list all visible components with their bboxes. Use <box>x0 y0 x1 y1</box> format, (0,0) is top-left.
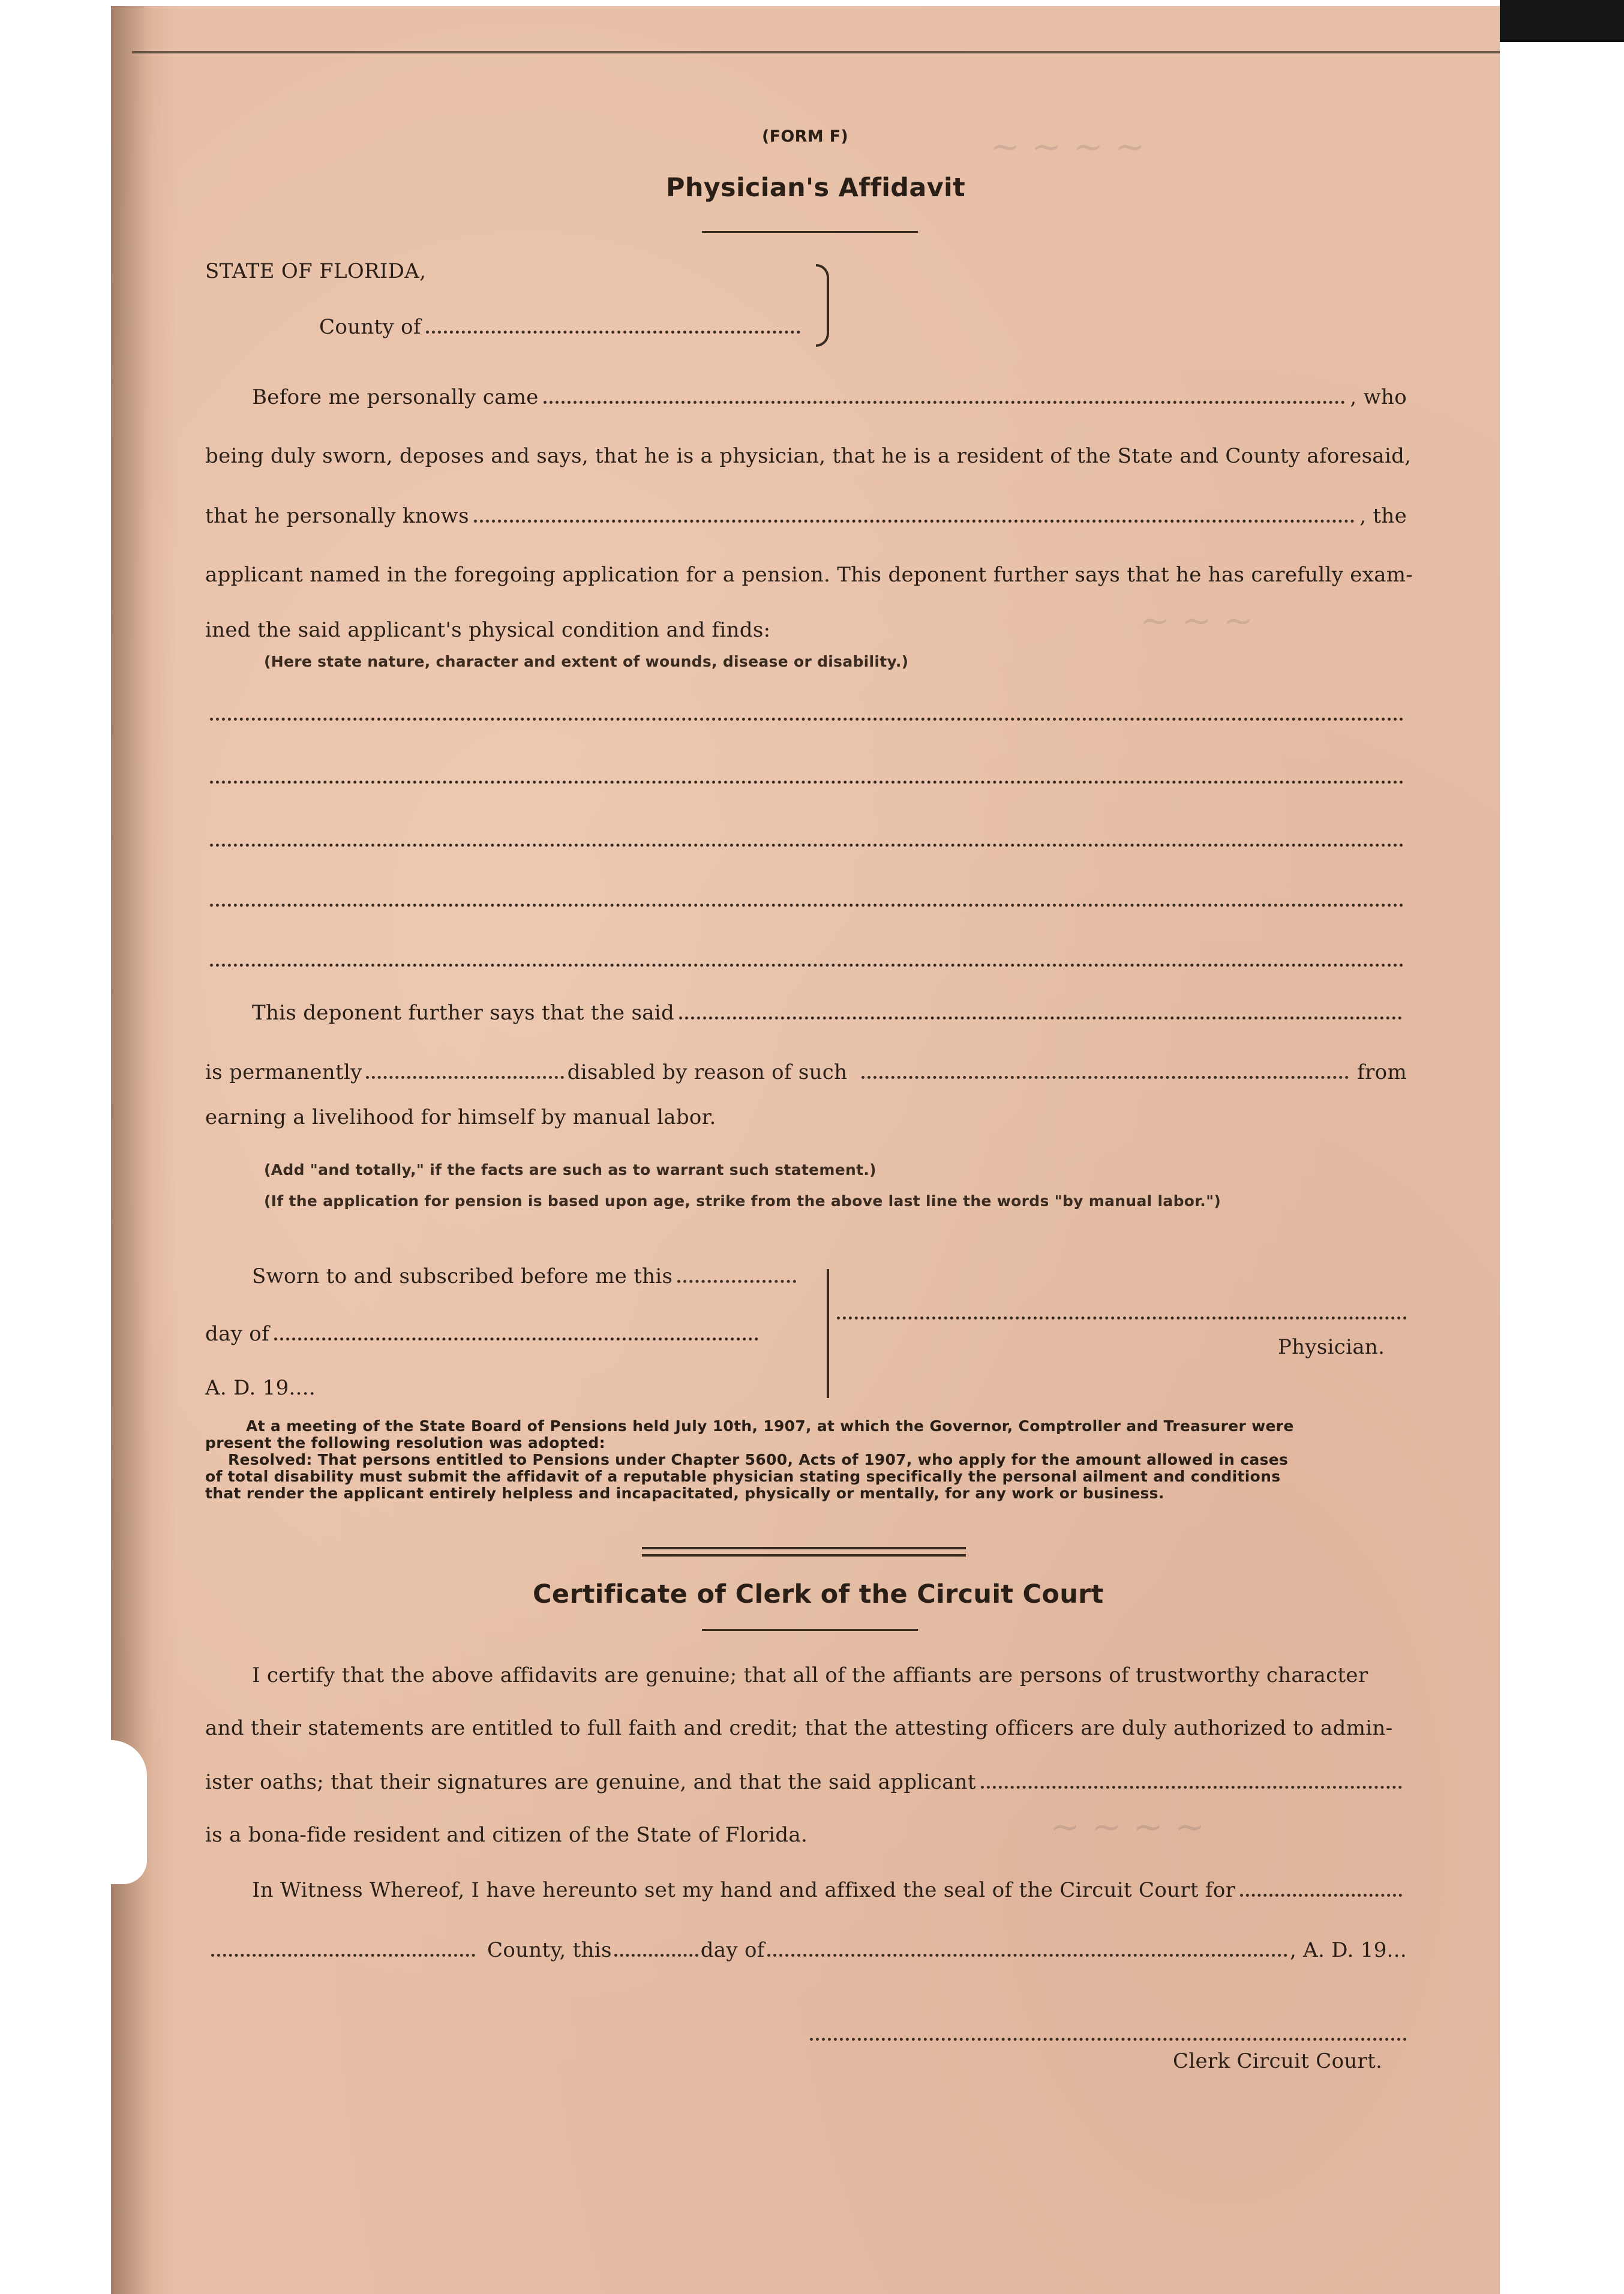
resolution-line-5: that render the applicant entirely helpless and incapacitated, physically or mentally, for any work or business. <box>205 1485 1164 1502</box>
day-of-2-text: day of <box>700 1938 765 1962</box>
bleed-through-handwriting: ~ ~ ~ ~ <box>990 126 1145 168</box>
findings-line-4[interactable] <box>210 900 1404 907</box>
day-of-text: day of <box>205 1322 269 1346</box>
clerk-signature-line[interactable] <box>810 2034 1407 2041</box>
resolution-line-2: present the following resolution was adopted: <box>205 1434 605 1452</box>
bleed-through-handwriting: ~ ~ ~ ~ <box>1050 1806 1205 1848</box>
being-sworn-line: being duly sworn, deposes and says, that he is a physician, that he is a resident of the State and County aforesaid, <box>205 444 1412 468</box>
ined-line: ined the said applicant's physical condition and finds: <box>205 618 771 642</box>
is-permanently-text: is permanently <box>205 1060 362 1084</box>
county-date-line[interactable] <box>205 1938 1407 1962</box>
ad-19-text: A. D. 19.... <box>205 1376 316 1400</box>
state-label: STATE OF FLORIDA, <box>205 259 427 283</box>
sworn-text: Sworn to and subscribed before me this <box>252 1264 673 1288</box>
form-label: (FORM F) <box>762 127 848 146</box>
note-add-totally: (Add "and totally," if the facts are such as to warrant such statement.) <box>264 1161 876 1179</box>
physician-label: Physician. <box>1278 1335 1385 1359</box>
cert-line-2: and their statements are entitled to full faith and credit; that the attesting officers are duly authorized to admin- <box>205 1716 1393 1740</box>
resolution-line-3: Resolved: That persons entitled to Pensions under Chapter 5600, Acts of 1907, who apply for the amount allowed in cases <box>228 1451 1289 1468</box>
certificate-title: Certificate of Clerk of the Circuit Court <box>533 1579 1104 1609</box>
disability-line[interactable] <box>205 1060 1407 1084</box>
resolution-line-4: of total disability must submit the affidavit of a reputable physician stating specifically the personal ailment and conditions <box>205 1468 1281 1485</box>
who-text: , who <box>1350 385 1407 409</box>
county-label: County of <box>319 315 421 339</box>
physician-signature-line[interactable] <box>837 1313 1407 1320</box>
said-name-field[interactable] <box>252 1001 1407 1025</box>
findings-line-1[interactable] <box>210 714 1404 721</box>
earning-line: earning a livelihood for himself by manual labor. <box>205 1105 716 1129</box>
disabled-by-text: disabled by reason of such <box>567 1060 848 1084</box>
signature-divider <box>827 1269 829 1398</box>
edge-stain <box>111 6 177 2294</box>
deponent-further-text: This deponent further says that the said <box>252 1001 675 1025</box>
scan-background-strip <box>1500 0 1624 42</box>
circuit-court-field[interactable] <box>252 1878 1407 1902</box>
witness-text: In Witness Whereof, I have hereunto set my hand and affixed the seal of the Circuit Court for <box>252 1878 1236 1902</box>
instruction-nature: (Here state nature, character and extent of wounds, disease or disability.) <box>264 653 909 670</box>
county-field[interactable] <box>319 315 805 339</box>
title-underline <box>702 231 918 233</box>
certificate-underline <box>702 1629 918 1631</box>
resolution-line-1: At a meeting of the State Board of Pensions held July 10th, 1907, at which the Governor, Comptroller and Treasurer were <box>246 1417 1294 1435</box>
applicant-name-field[interactable] <box>205 504 1407 528</box>
findings-line-3[interactable] <box>210 840 1404 847</box>
findings-line-5[interactable] <box>210 960 1404 967</box>
torn-edge <box>111 1740 147 1884</box>
that-he-knows-text: that he personally knows <box>205 504 469 528</box>
sworn-day-of-field[interactable] <box>205 1322 763 1346</box>
page-title: Physician's Affidavit <box>666 173 965 203</box>
county-this-text: County, this <box>487 1938 612 1962</box>
from-text: from <box>1357 1060 1407 1084</box>
note-if-age: (If the application for pension is based upon age, strike from the above last line the words "by manual labor.") <box>264 1192 1221 1210</box>
cert-line-4: is a bona-fide resident and citizen of the State of Florida. <box>205 1823 808 1847</box>
double-rule-top <box>642 1547 966 1549</box>
cert-line-3: ister oaths; that their signatures are genuine, and that the said applicant <box>205 1770 976 1794</box>
bleed-through-handwriting: ~ ~ ~ <box>1140 600 1253 642</box>
clerk-label: Clerk Circuit Court. <box>1173 2049 1383 2073</box>
findings-line-2[interactable] <box>210 777 1404 784</box>
applicant-named-line: applicant named in the foregoing application for a pension. This deponent further says that he has carefully exam- <box>205 563 1413 587</box>
double-rule-bottom <box>642 1554 966 1557</box>
cert-line-1: I certify that the above affidavits are genuine; that all of the affiants are persons of trustworthy character <box>252 1663 1368 1687</box>
affiant-name-field[interactable] <box>252 385 1407 409</box>
before-me-text: Before me personally came <box>252 385 539 409</box>
top-rule <box>132 51 1500 53</box>
the-text: , the <box>1359 504 1407 528</box>
ad-19-2-text: , A. D. 19... <box>1289 1938 1407 1962</box>
sworn-date-field[interactable] <box>252 1264 801 1288</box>
cert-applicant-field[interactable] <box>205 1770 1407 1794</box>
right-brace <box>816 264 829 347</box>
